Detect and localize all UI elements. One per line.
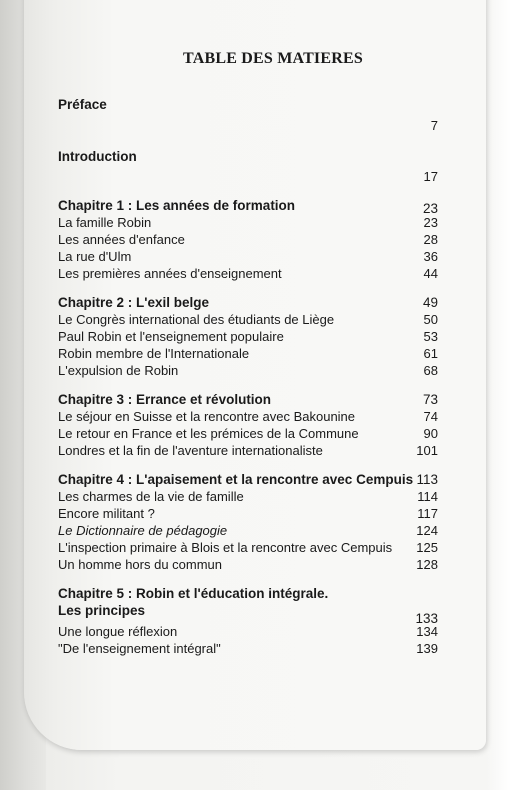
toc-entry <box>58 214 438 231</box>
toc-entry-label: L'inspection primaire à Blois et la rencontre avec Cempuis <box>58 540 393 555</box>
toc-entry-label: Chapitre 1 : Les années de formation <box>58 198 296 213</box>
toc-page-number: 36 <box>423 249 438 264</box>
toc-entry-label: Les charmes de la vie de famille <box>58 489 244 504</box>
right-edge-light <box>486 0 511 790</box>
toc-entry <box>58 505 438 522</box>
toc-page-number: 61 <box>423 346 438 361</box>
toc-entry <box>58 442 438 459</box>
toc-entry-label: Chapitre 3 : Errance et révolution <box>58 392 272 407</box>
toc-page-number: 113 <box>416 472 438 487</box>
toc-entry-label: Les premières années d'enseignement <box>58 266 282 281</box>
toc-entry <box>58 640 438 657</box>
toc-entry-label: Londres et la fin de l'aventure internationaliste <box>58 443 323 458</box>
toc-page-number: 134 <box>416 624 438 639</box>
toc-entry-label: La rue d'Ulm <box>58 249 132 264</box>
toc-entry-label: Paul Robin et l'enseignement populaire <box>58 329 284 344</box>
toc-entry-label: Chapitre 2 : L'exil belge <box>58 295 209 310</box>
toc-entry-label: Le retour en France et les prémices de la Commune <box>58 426 359 441</box>
toc-entry <box>58 265 438 282</box>
toc-page-number: 28 <box>423 232 438 247</box>
toc-page-number: 49 <box>422 295 438 310</box>
toc-chapter-5 <box>58 585 438 602</box>
toc-entry-label: Les années d'enfance <box>58 232 185 247</box>
toc-page-number: 117 <box>417 506 438 521</box>
toc-entry <box>58 248 438 265</box>
toc-entry-introduction <box>58 148 438 165</box>
toc-entry-label: Une longue réflexion <box>58 624 178 639</box>
toc-entry <box>58 539 438 556</box>
toc-entry <box>58 328 438 345</box>
toc-entry <box>58 231 438 248</box>
toc-entry-label: Préface <box>58 97 107 112</box>
toc-entry <box>58 408 438 425</box>
toc-entry-label: Robin membre de l'Internationale <box>58 346 250 361</box>
toc-entry-label: Les principes <box>58 603 146 618</box>
toc-entry-label: L'expulsion de Robin <box>58 363 179 378</box>
book-page <box>24 0 486 750</box>
toc-entry-label: Introduction <box>58 149 137 164</box>
toc-page-number: 128 <box>416 557 438 572</box>
toc-page-number: 125 <box>416 540 438 555</box>
toc-entry <box>58 362 438 379</box>
toc-entry <box>58 556 438 573</box>
toc-chapter-1 <box>58 197 438 214</box>
toc-entry <box>58 311 438 328</box>
toc-entry <box>58 623 438 640</box>
toc-entry-label: Chapitre 5 : Robin et l'éducation intégrale. <box>58 586 329 601</box>
toc-page-number: 23 <box>422 201 438 216</box>
toc-page-number: 114 <box>417 489 438 504</box>
toc-page-number: 68 <box>423 363 438 378</box>
toc-title: TABLE DES MATIERES <box>183 50 363 67</box>
toc-page-number: 74 <box>423 409 438 424</box>
toc-page-number: 73 <box>422 392 438 407</box>
toc-page-number: 124 <box>416 523 438 538</box>
toc-chapter-2 <box>58 294 438 311</box>
toc-entry-label: "De l'enseignement intégral" <box>58 641 221 656</box>
toc-entry-introduction-page <box>58 168 438 185</box>
toc-page-number: 23 <box>423 215 438 230</box>
toc-chapter-4 <box>58 471 438 488</box>
toc-page-number: 44 <box>423 266 438 281</box>
toc-entry-label: Le séjour en Suisse et la rencontre avec Bakounine <box>58 409 356 424</box>
toc-page-number: 90 <box>423 426 438 441</box>
toc-entry-label: Le Dictionnaire de pédagogie <box>58 523 228 538</box>
toc-chapter-3 <box>58 391 438 408</box>
toc-entry-label: Un homme hors du commun <box>58 557 223 572</box>
toc-page-number: 139 <box>416 641 438 656</box>
toc-page-number: 50 <box>423 312 438 327</box>
toc-entry <box>58 522 438 539</box>
toc-entry-principes <box>58 602 438 626</box>
toc-page-number: 17 <box>423 169 438 184</box>
toc-page-number: 133 <box>415 611 438 626</box>
toc-entry-label: Chapitre 4 : L'apaisement et la rencontre avec Cempuis <box>58 472 414 487</box>
toc-entry-label: Le Congrès international des étudiants de Liège <box>58 312 335 327</box>
toc-entry <box>58 488 438 505</box>
toc-page-number: 53 <box>423 329 438 344</box>
toc-page-number: 7 <box>430 118 438 133</box>
toc-page-number: 101 <box>416 443 438 458</box>
toc-entry <box>58 425 438 442</box>
table-of-contents <box>58 50 438 657</box>
toc-entry <box>58 345 438 362</box>
toc-entry-label: Encore militant ? <box>58 506 155 521</box>
toc-entry-preface-page <box>58 117 438 134</box>
toc-entry-label: La famille Robin <box>58 215 152 230</box>
toc-entry-preface <box>58 96 438 113</box>
